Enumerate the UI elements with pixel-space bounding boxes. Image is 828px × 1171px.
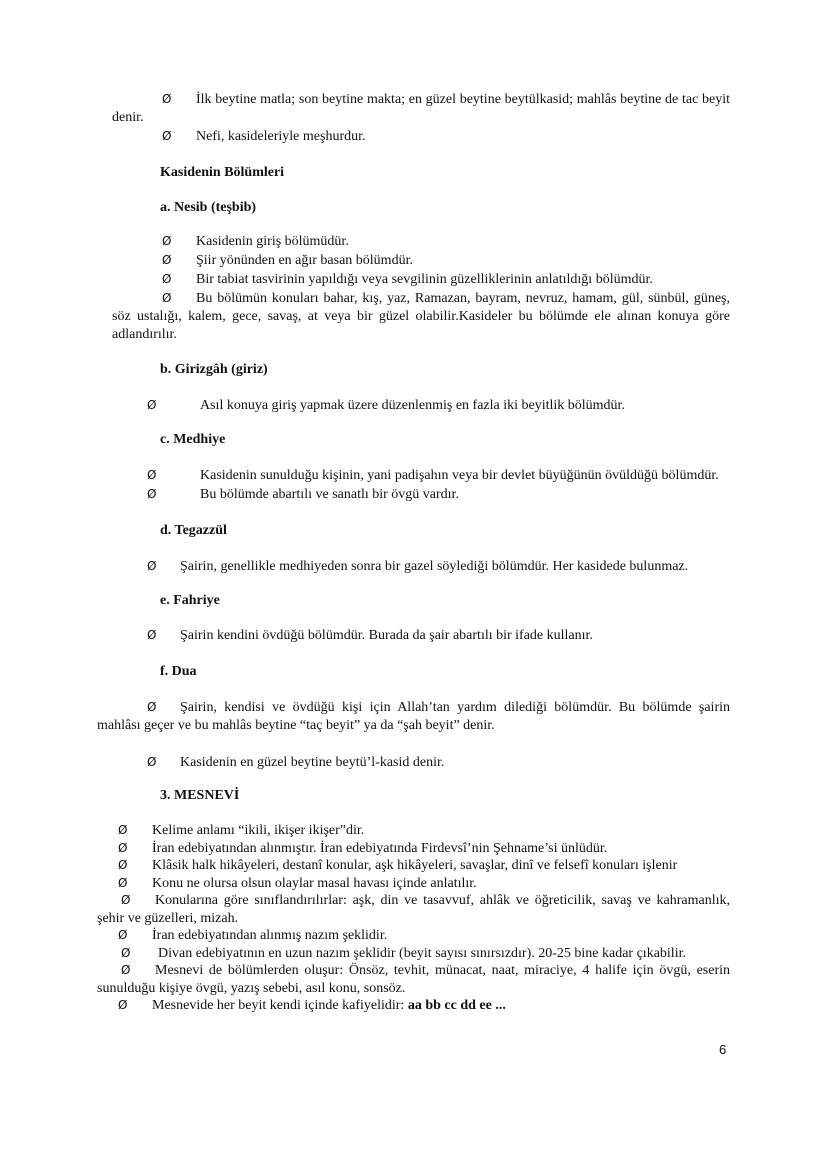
bullet-icon: Ø <box>121 963 131 977</box>
bullet-icon: Ø <box>147 468 157 482</box>
bullet-item <box>162 232 730 251</box>
bullet-item <box>97 466 730 485</box>
bullet-icon: Ø <box>118 858 128 872</box>
rhyme-scheme: aa bb cc dd ee ... <box>407 998 506 1013</box>
bullet-item <box>112 90 730 127</box>
bullet-icon: Ø <box>162 272 172 286</box>
item-text: Nefi, kasideleriyle meşhurdur. <box>196 129 366 144</box>
bullet-icon: Ø <box>147 628 157 642</box>
item-text: Kasidenin en güzel beytine beytü’l-kasid denir. <box>180 755 445 770</box>
bullet-item <box>97 557 730 576</box>
bullet-item <box>97 962 730 997</box>
bullet-item <box>112 289 730 344</box>
bullet-icon: Ø <box>147 487 157 501</box>
item-text: Divan edebiyatının en uzun nazım şeklidir (beyit sayısı sınırsızdır). 20-25 bine kadar çıkabilir. <box>158 945 686 961</box>
subsection-title: f. Dua <box>160 664 197 679</box>
bullet-icon: Ø <box>162 129 172 143</box>
bullet-icon: Ø <box>147 559 157 573</box>
bullet-item <box>97 892 730 927</box>
bullet-icon: Ø <box>118 840 128 855</box>
item-text: Kelime anlamı “ikili, ikişer ikişer”dir. <box>152 823 365 838</box>
subsection-title: e. Fahriye <box>160 593 220 608</box>
bullet-item <box>162 127 730 146</box>
item-text: Bir tabiat tasvirinin yapıldığı veya sevgilinin güzelliklerinin anlatıldığı bölümdür. <box>196 272 653 287</box>
subsection-title: a. Nesib (teşbib) <box>160 200 257 215</box>
bullet-icon: Ø <box>121 893 131 907</box>
item-text: Şiir yönünden en ağır basan bölümdür. <box>196 253 413 268</box>
subsection-title: b. Girizgâh (giriz) <box>160 362 268 377</box>
item-text: Şairin, kendisi ve övdüğü kişi için Allah’tan yardım dilediği bölümdür. Bu bölümde şairin mahlâsı geçer ve bu mahlâs beytine “taç beyit” ya da “şah beyit” denir. <box>97 700 730 733</box>
item-text: Bu bölümün konuları bahar, kış, yaz, Ramazan, bayram, nevruz, hamam, gül, sünbül, güneş, söz ustalığı, kalem, gece, savaş, at veya bir güzel olabilir.Kasideler bu bölümde ele alınan konuya göre adlandırılır. <box>112 291 730 342</box>
bullet-item <box>162 251 730 270</box>
item-text: İran edebiyatından alınmış nazım şeklidir. <box>152 928 388 943</box>
bullet-icon: Ø <box>118 823 128 837</box>
bullet-icon: Ø <box>147 398 157 412</box>
bullet-icon: Ø <box>118 998 128 1012</box>
bullet-icon: Ø <box>118 928 128 942</box>
bullet-item <box>118 997 730 1015</box>
bullet-item <box>97 945 730 963</box>
item-text: Klâsik halk hikâyeleri, destanî konular, aşk hikâyeleri, savaşlar, dinî ve felsefî konuları işlenir <box>152 858 678 873</box>
item-text: Konu ne olursa olsun olaylar masal havası içinde anlatılır. <box>152 875 477 891</box>
bullet-item <box>147 626 730 645</box>
bullet-item <box>118 840 730 858</box>
bullet-item <box>97 698 730 735</box>
item-text: Mesnevi de bölümlerden oluşur: Önsöz, tevhit, münacat, naat, miraciye, 4 halife için övgü, eserin sunulduğu kişiye övgü, yazış sebebi, asıl konu, sonsöz. <box>97 963 730 996</box>
subsection-title: c. Medhiye <box>160 432 226 447</box>
item-text: Şairin, genellikle medhiyeden sonra bir gazel söylediği bölümdür. Her kasidede bulunmaz. <box>180 559 689 574</box>
item-text: Konularına göre sınıflandırılırlar: aşk, din ve tasavvuf, ahlâk ve öğreticilik, savaş ve kahramanlık, şehir ve güzelleri, mizah. <box>97 893 730 926</box>
bullet-item <box>118 857 738 875</box>
page-number: 6 <box>719 1041 727 1057</box>
bullet-item <box>162 270 730 289</box>
bullet-icon: Ø <box>121 945 131 960</box>
bullet-icon: Ø <box>162 92 172 106</box>
section-heading: Kasidenin Bölümleri <box>160 165 285 180</box>
bullet-icon: Ø <box>147 700 157 714</box>
item-text: Kasidenin giriş bölümüdür. <box>196 234 349 249</box>
bullet-item <box>147 396 730 415</box>
mesnevi-list <box>0 822 828 1015</box>
bullet-icon: Ø <box>162 253 172 267</box>
bullet-icon: Ø <box>147 755 157 769</box>
bullet-icon: Ø <box>118 875 128 890</box>
section-heading: 3. MESNEVİ <box>160 788 240 803</box>
bullet-item <box>118 822 730 840</box>
item-text: Şairin kendini övdüğü bölümdür. Burada da şair abartılı bir ifade kullanır. <box>180 628 593 643</box>
bullet-icon: Ø <box>162 234 172 248</box>
item-text: İlk beytine matla; son beytine makta; en güzel beytine beytülkasid; mahlâs beytine de tac beyit denir. <box>112 92 730 125</box>
bullet-item <box>147 485 730 504</box>
item-text: Mesnevide her beyit kendi içinde kafiyelidir: <box>152 998 405 1013</box>
item-text: Asıl konuya giriş yapmak üzere düzenlenmiş en fazla iki beyitlik bölümdür. <box>200 398 625 413</box>
bullet-icon: Ø <box>162 291 172 305</box>
item-text: Kasidenin sunulduğu kişinin, yani padişahın veya bir devlet büyüğünün övüldüğü bölümdür. <box>200 468 719 483</box>
bullet-item <box>118 927 730 945</box>
item-text: İran edebiyatından alınmıştır. İran edebiyatında Firdevsî’nin Şehname’si ünlüdür. <box>152 840 608 856</box>
bullet-item <box>147 753 730 772</box>
item-text: Bu bölümde abartılı ve sanatlı bir övgü vardır. <box>200 487 459 502</box>
subsection-title: d. Tegazzül <box>160 523 227 538</box>
bullet-item <box>118 875 730 893</box>
